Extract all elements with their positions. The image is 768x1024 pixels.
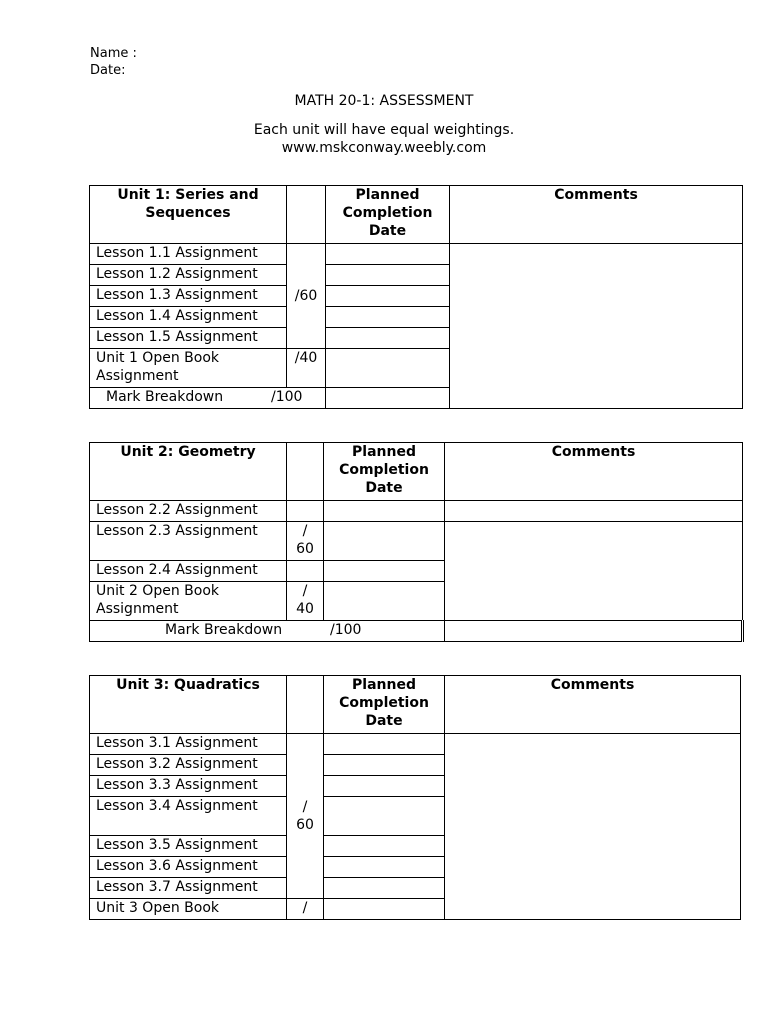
unit2-open-book: Unit 2 Open Book Assignment: [90, 582, 287, 621]
unit2-table: [89, 442, 744, 642]
unit3-date-cell[interactable]: [324, 755, 445, 776]
unit3-lesson-3: Lesson 3.3 Assignment: [90, 776, 287, 797]
unit2-lesson-3: Lesson 2.4 Assignment: [90, 561, 287, 582]
unit2-date-cell[interactable]: [324, 522, 445, 561]
unit1-table: [89, 185, 743, 409]
unit1-breakdown: [90, 388, 326, 409]
unit2-date-cell[interactable]: [324, 501, 445, 522]
unit1-open-book-mark: /40: [287, 349, 326, 388]
unit1-date-cell[interactable]: [326, 265, 450, 286]
unit1-lesson-5: Lesson 1.5 Assignment: [90, 328, 287, 349]
unit2-lesson-1: Lesson 2.2 Assignment: [90, 501, 287, 522]
unit1-open-book: Unit 1 Open Book Assignment: [90, 349, 287, 388]
unit1-breakdown-mark: /100: [271, 389, 303, 405]
unit3-table: [89, 675, 741, 920]
unit3-date-cell[interactable]: [324, 797, 445, 836]
unit2-breakdown-label: Mark Breakdown: [165, 622, 283, 638]
weighting-note: Each unit will have equal weightings.: [253, 122, 515, 138]
unit2-breakdown: [90, 621, 445, 642]
unit1-lesson-2: Lesson 1.2 Assignment: [90, 265, 287, 286]
unit1-heading: Unit 1: Series and Sequences: [90, 186, 287, 244]
unit3-date-cell[interactable]: [324, 899, 445, 920]
unit1-comments-header: Comments: [450, 186, 743, 244]
unit3-lesson-mark: / 60: [287, 734, 324, 899]
unit2-planned-header: Planned Completion Date: [324, 443, 445, 501]
unit2-mark-blank: [287, 561, 324, 582]
unit1-date-cell[interactable]: [326, 244, 450, 265]
name-label: Name :: [90, 46, 137, 61]
unit3-planned-header: Planned Completion Date: [324, 676, 445, 734]
unit1-date-cell[interactable]: [326, 307, 450, 328]
unit1-planned-header: Planned Completion Date: [326, 186, 450, 244]
unit3-lesson-5: Lesson 3.5 Assignment: [90, 836, 287, 857]
unit2-comments-cell[interactable]: [445, 522, 743, 621]
unit1-comments-cell[interactable]: [450, 244, 743, 409]
website-text: www.mskconway.weebly.com: [281, 140, 487, 156]
unit3-lesson-6: Lesson 3.6 Assignment: [90, 857, 287, 878]
unit2-lesson-2: Lesson 2.3 Assignment: [90, 522, 287, 561]
unit3-comments-header: Comments: [445, 676, 741, 734]
unit1-date-cell[interactable]: [326, 388, 450, 409]
unit3-open-book: Unit 3 Open Book: [90, 899, 287, 920]
unit2-breakdown-mark: /100: [330, 622, 362, 638]
unit1-lesson-3: Lesson 1.3 Assignment: [90, 286, 287, 307]
unit1-date-cell[interactable]: [326, 286, 450, 307]
unit3-date-cell[interactable]: [324, 734, 445, 755]
unit3-date-cell[interactable]: [324, 878, 445, 899]
course-title: MATH 20-1: ASSESSMENT: [294, 93, 474, 109]
unit3-heading: Unit 3: Quadratics: [90, 676, 287, 734]
unit2-date-cell[interactable]: [324, 582, 445, 621]
unit3-open-book-mark: /: [287, 899, 324, 920]
unit2-date-cell[interactable]: [324, 561, 445, 582]
unit2-heading: Unit 2: Geometry: [90, 443, 287, 501]
unit2-comments-cell[interactable]: [445, 621, 743, 642]
unit3-date-cell[interactable]: [324, 776, 445, 797]
unit1-lesson-4: Lesson 1.4 Assignment: [90, 307, 287, 328]
unit1-date-cell[interactable]: [326, 349, 450, 388]
unit3-lesson-1: Lesson 3.1 Assignment: [90, 734, 287, 755]
unit2-mark-blank: [287, 501, 324, 522]
unit2-comments-header: Comments: [445, 443, 743, 501]
unit1-breakdown-label: Mark Breakdown: [106, 389, 224, 405]
unit2-comments-cell[interactable]: [445, 501, 743, 522]
date-label: Date:: [90, 63, 126, 78]
unit3-lesson-7: Lesson 3.7 Assignment: [90, 878, 287, 899]
unit1-lesson-mark: /60: [287, 244, 326, 349]
unit1-date-cell[interactable]: [326, 328, 450, 349]
unit3-date-cell[interactable]: [324, 836, 445, 857]
unit2-mark-header: [287, 443, 324, 501]
unit3-mark-header: [287, 676, 324, 734]
unit3-comments-cell[interactable]: [445, 734, 741, 920]
unit3-lesson-4: Lesson 3.4 Assignment: [90, 797, 287, 836]
unit3-date-cell[interactable]: [324, 857, 445, 878]
unit2-lesson-mark: / 60: [287, 522, 324, 561]
unit3-lesson-2: Lesson 3.2 Assignment: [90, 755, 287, 776]
unit2-open-book-mark: / 40: [287, 582, 324, 621]
unit1-mark-header: [287, 186, 326, 244]
unit1-lesson-1: Lesson 1.1 Assignment: [90, 244, 287, 265]
